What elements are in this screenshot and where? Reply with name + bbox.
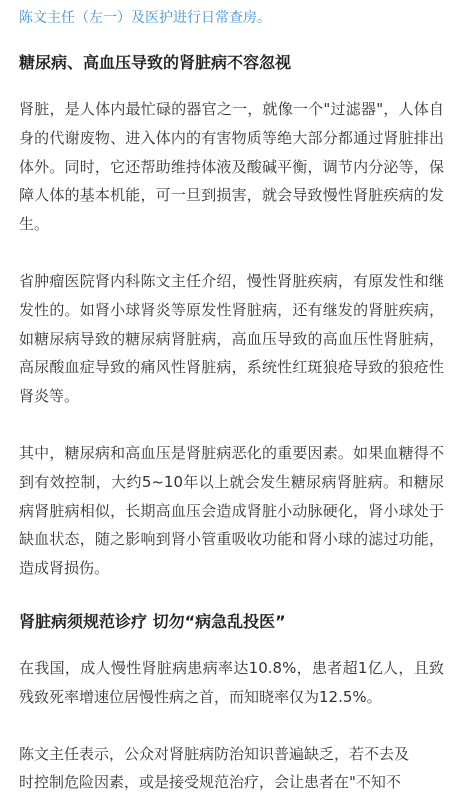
paragraph-line: 时控制危险因素，或是接受规范治疗，会让患者在"不知不 [19, 773, 401, 792]
paragraph-prevalence: 在我国，成人慢性肾脏病患病率达10.8%，患者超1亿人，且致残致死率增速位居慢性病之首，而知晓率仅为12.5%。 [19, 658, 444, 706]
paragraph-risk-factors: 其中，糖尿病和高血压是肾脏病恶化的重要因素。如果血糖得不到有效控制，大约5~10年以上就会发生糖尿病肾脏病。和糖尿病肾脏病相似，长期高血压会造成肾脏小动脉硬化，肾小球处于缺血状态，随之影响到肾小管重吸收功能和肾小球的滤过功能，造成肾损伤。 [19, 443, 444, 578]
section-heading-diabetes-hypertension: 糖尿病、高血压导致的肾脏病不容忽视 [19, 53, 292, 72]
paragraph-kidney-function: 肾脏，是人体内最忙碌的器官之一，就像一个"过滤器"，人体自身的代谢废物、进入体内的有害物质等绝大部分都通过肾脏排出体外。同时，它还帮助维持体液及酸碱平衡，调节内分泌等，保障人体的基本机能，可一旦到损害，就会导致慢性肾脏疾病的发生。 [19, 100, 444, 234]
photo-caption: 陈文主任（左一）及医护进行日常查房。 [19, 10, 271, 26]
article-body [19, 0, 444, 797]
paragraph-line: 陈文主任表示，公众对肾脏病防治知识普遍缺乏，若不去及 [19, 744, 410, 763]
paragraph-public-awareness [19, 740, 459, 797]
paragraph-ckd-types: 省肿瘤医院肾内科陈文主任介绍，慢性肾脏疾病，有原发性和继发性的。如肾小球肾炎等原发性肾脏病，还有继发的肾脏疾病，如糖尿病导致的糖尿病肾脏病，高血压导致的高血压性肾脏病，高尿酸血症导致的痛风性肾脏病，系统性红斑狼疮导致的狼疮性肾炎等。 [19, 271, 444, 406]
section-heading-standard-treatment: 肾脏病须规范诊疗 切勿“病急乱投医” [19, 611, 286, 631]
